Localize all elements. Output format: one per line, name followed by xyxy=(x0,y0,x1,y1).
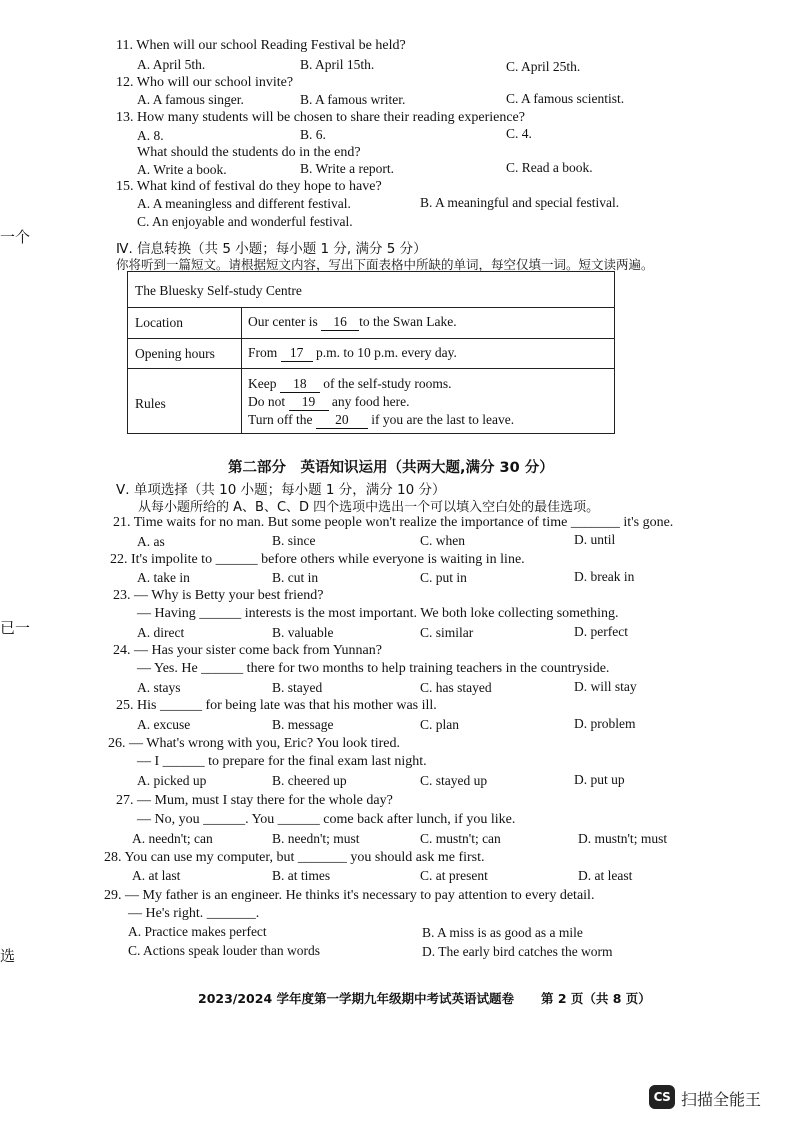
option-d: D. until xyxy=(574,532,616,547)
answer-blank[interactable]: 16 xyxy=(321,314,359,331)
option-a: A. picked up xyxy=(137,773,207,788)
option-a: A. as xyxy=(137,534,165,549)
option-a: A. Write a book. xyxy=(137,162,227,177)
option-a: A. A meaningless and different festival. xyxy=(137,196,351,211)
option-d: D. mustn't; must xyxy=(578,831,668,846)
option-b: B. A famous writer. xyxy=(300,92,406,107)
option-a: A. take in xyxy=(137,570,190,585)
option-c: C. has stayed xyxy=(420,680,492,695)
option-b: B. Write a report. xyxy=(300,161,395,176)
option-c: C. Read a book. xyxy=(506,160,593,175)
option-d: D. put up xyxy=(574,772,625,787)
watermark-text: 扫描全能王 xyxy=(681,1090,762,1109)
question-text: 22. It's impolite to ______ before others while everyone is waiting in line. xyxy=(110,552,525,567)
answer-blank[interactable]: 17 xyxy=(281,345,313,362)
option-b: B. valuable xyxy=(272,625,334,640)
option-a: A. A famous singer. xyxy=(137,92,244,107)
question-text: 23. — Why is Betty your best friend? xyxy=(113,588,324,603)
option-a: A. direct xyxy=(137,625,185,640)
section-instruction: 你将听到一篇短文。请根据短文内容，写出下面表格中所缺的单词，每空仅填一词。短文读两遍。 xyxy=(116,257,654,272)
page-number: 第 2 页（共 8 页） xyxy=(541,991,651,1006)
option-b: B. A miss is as good as a mile xyxy=(422,925,583,940)
question-text: — I ______ to prepare for the final exam last night. xyxy=(137,754,427,769)
option-d: D. at least xyxy=(578,868,633,883)
table-cell: Keep 18 of the self-study rooms. xyxy=(248,376,452,391)
option-a: A. at last xyxy=(132,868,181,883)
option-b: B. cheered up xyxy=(272,773,347,788)
table-cell: Turn off the 20 if you are the last to leave. xyxy=(248,412,515,427)
row-label: Location xyxy=(135,315,183,330)
option-d: D. The early bird catches the worm xyxy=(422,944,613,959)
option-d: D. perfect xyxy=(574,624,628,639)
margin-mark: 一个 xyxy=(0,228,31,246)
option-c: C. April 25th. xyxy=(506,59,581,74)
option-b: B. stayed xyxy=(272,680,323,695)
question-text: What should the students do in the end? xyxy=(137,145,361,160)
question-text: 26. — What's wrong with you, Eric? You look tired. xyxy=(108,736,400,751)
question-text: — He's right. _______. xyxy=(128,906,260,921)
answer-blank[interactable]: 20 xyxy=(316,412,368,429)
option-c: C. put in xyxy=(420,570,467,585)
option-c: C. An enjoyable and wonderful festival. xyxy=(137,214,353,229)
row-label: Opening hours xyxy=(135,346,215,361)
option-b: B. April 15th. xyxy=(300,57,375,72)
section-title: Ⅴ. 单项选择（共 10 小题；每小题 1 分，满分 10 分） xyxy=(116,482,446,498)
option-d: D. problem xyxy=(574,716,636,731)
question-text: 27. — Mum, must I stay there for the whole day? xyxy=(116,793,393,808)
answer-blank[interactable]: 19 xyxy=(289,394,329,411)
question-text: 24. — Has your sister come back from Yunnan? xyxy=(113,643,382,658)
table-cell: Do not 19 any food here. xyxy=(248,394,410,409)
option-a: A. stays xyxy=(137,680,181,695)
question-text: — No, you ______. You ______ come back after lunch, if you like. xyxy=(137,812,516,827)
option-c: C. when xyxy=(420,533,465,548)
option-a: A. Practice makes perfect xyxy=(128,924,267,939)
answer-blank[interactable]: 18 xyxy=(280,376,320,393)
camscanner-logo: CS xyxy=(649,1085,675,1109)
section-instruction: 从每小题所给的 A、B、C、D 四个选项中选出一个可以填入空白处的最佳选项。 xyxy=(138,500,600,515)
option-d: D. break in xyxy=(574,569,635,584)
option-a: A. April 5th. xyxy=(137,57,206,72)
row-label: Rules xyxy=(135,396,166,411)
question-text: — Yes. He ______ there for two months to help training teachers in the countryside. xyxy=(137,661,610,676)
question-text: 21. Time waits for no man. But some people won't realize the importance of time _______ it's gone. xyxy=(113,515,674,530)
option-a: A. excuse xyxy=(137,717,191,732)
option-c: C. similar xyxy=(420,625,474,640)
option-c: C. mustn't; can xyxy=(420,831,501,846)
option-c: C. Actions speak louder than words xyxy=(128,943,320,958)
option-c: C. at present xyxy=(420,868,488,883)
question-text: 12. Who will our school invite? xyxy=(116,75,294,90)
margin-mark: 选 xyxy=(0,947,16,965)
question-text: 15. What kind of festival do they hope to have? xyxy=(116,179,382,194)
question-text: 28. You can use my computer, but _______ you should ask me first. xyxy=(104,850,485,865)
page-footer: 2023/2024 学年度第一学期九年级期中考试英语试题卷 xyxy=(198,991,514,1006)
option-c: C. 4. xyxy=(506,126,532,141)
table-cell: Our center is 16 to the Swan Lake. xyxy=(248,314,457,329)
question-text: 29. — My father is an engineer. He thinks it's necessary to pay attention to every detail. xyxy=(104,888,595,903)
option-b: B. A meaningful and special festival. xyxy=(420,195,620,210)
option-b: B. 6. xyxy=(300,127,326,142)
option-b: B. needn't; must xyxy=(272,831,360,846)
section-title: Ⅳ. 信息转换（共 5 小题；每小题 1 分, 满分 5 分） xyxy=(116,241,427,257)
option-a: A. 8. xyxy=(137,128,164,143)
option-c: C. stayed up xyxy=(420,773,488,788)
table-header: The Bluesky Self-study Centre xyxy=(135,283,302,298)
question-text: 11. When will our school Reading Festival be held? xyxy=(116,38,406,53)
option-b: B. message xyxy=(272,717,334,732)
option-b: B. cut in xyxy=(272,570,319,585)
question-text: — Having ______ interests is the most important. We both loke collecting something. xyxy=(137,606,619,621)
option-b: B. since xyxy=(272,533,316,548)
option-a: A. needn't; can xyxy=(132,831,213,846)
question-text: 25. His ______ for being late was that his mother was ill. xyxy=(116,698,437,713)
option-b: B. at times xyxy=(272,868,331,883)
option-c: C. plan xyxy=(420,717,459,732)
option-d: D. will stay xyxy=(574,679,637,694)
table-cell: From 17 p.m. to 10 p.m. every day. xyxy=(248,345,457,360)
question-text: 13. How many students will be chosen to share their reading experience? xyxy=(116,110,525,125)
margin-mark: 已一 xyxy=(0,619,31,637)
option-c: C. A famous scientist. xyxy=(506,91,625,106)
part-title: 第二部分 英语知识运用（共两大题,满分 30 分） xyxy=(228,460,554,476)
info-table xyxy=(127,271,615,434)
